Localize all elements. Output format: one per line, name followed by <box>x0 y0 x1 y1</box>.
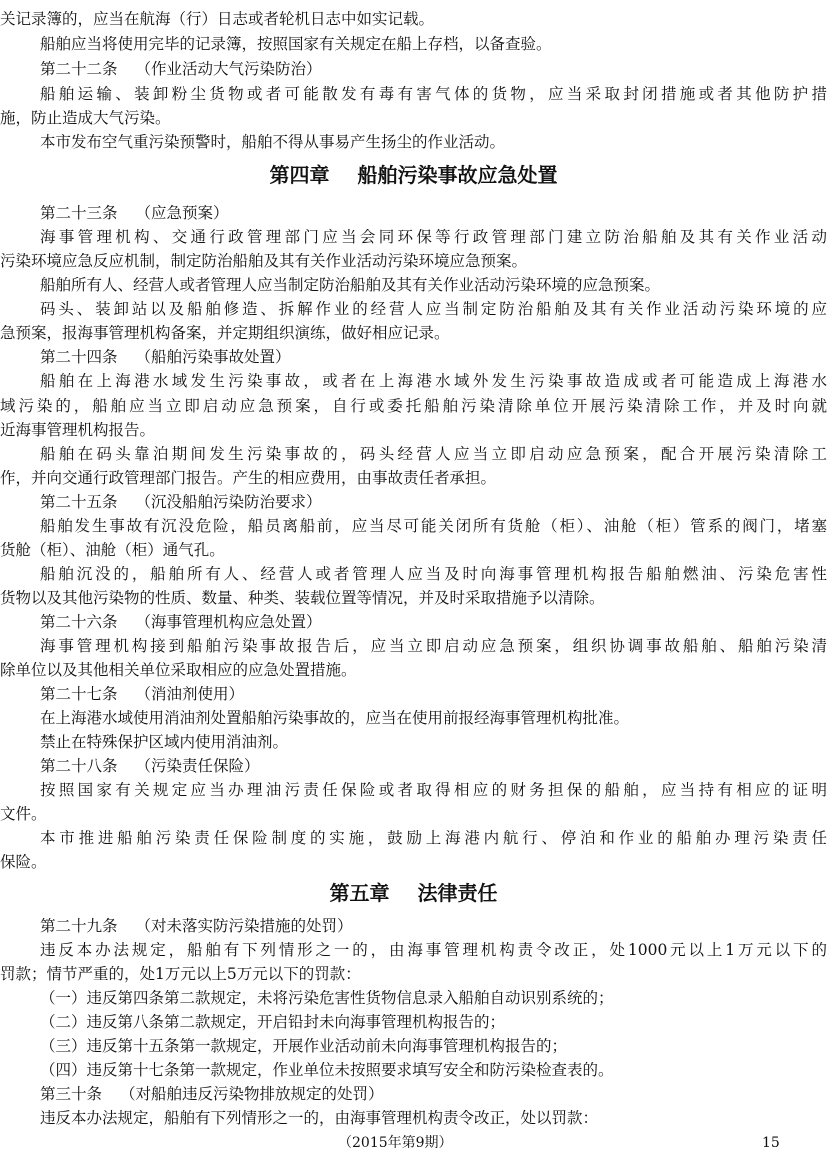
chapter-title: 法律责任 <box>417 881 498 905</box>
paragraph-line: 本市推进船舶污染责任保险制度的实施，鼓励上海港内航行、停泊和作业的船舶办理污染责任 <box>40 829 827 847</box>
paragraph-line: 船舶应当将使用完毕的记录簿，按照国家有关规定在船上存档，以备查验。 <box>40 35 552 53</box>
article-number: 第二十八条 <box>40 757 118 775</box>
article-heading <box>0 57 827 81</box>
article-heading <box>0 490 827 514</box>
paragraph-line: 本市发布空气重污染预警时，船舶不得从事易产生扬尘的作业活动。 <box>40 133 506 151</box>
article-title: （船舶污染事故处置） <box>135 348 291 366</box>
article-title: （海事管理机构应急处置） <box>135 613 322 631</box>
paragraph-line: 船舶沉没的，船舶所有人、经营人或者管理人应当及时向海事管理机构报告船舶燃油、污染危害性 <box>40 565 827 583</box>
paragraph-line: 文件。 <box>0 805 47 823</box>
chapter-title: 船舶污染事故应急处置 <box>357 163 558 187</box>
paragraph-line: 违反本办法规定，船舶有下列情形之一的，由海事管理机构责令改正，处1000元以上1万元以下的 <box>40 941 827 959</box>
article-number: 第二十五条 <box>40 493 118 511</box>
article-heading <box>0 610 827 634</box>
page-number: 15 <box>762 1135 780 1151</box>
article-number: 第二十九条 <box>40 917 118 935</box>
paragraph-line: 货舱（柜）、油舱（柜）通气孔。 <box>0 541 225 559</box>
paragraph-line: 污染环境应急反应机制，制定防治船舶及其有关作业活动污染环境应急预案。 <box>0 252 528 270</box>
article-number: 第二十三条 <box>40 204 118 222</box>
article-title: （对船舶违反污染物排放规定的处罚） <box>120 1085 384 1103</box>
list-item: （一）违反第四条第二款规定，未将污染危害性货物信息录入船舶自动识别系统的； <box>40 989 614 1007</box>
list-item: （四）违反第十七条第一款规定，作业单位未按照要求填写安全和防污染检查表的。 <box>40 1061 614 1079</box>
article-number: 第二十四条 <box>40 348 118 366</box>
article-title: （对未落实防污染措施的处罚） <box>135 917 353 935</box>
article-number: 第二十二条 <box>40 60 118 78</box>
paragraph-line: 作，并向交通行政管理部门报告。产生的相应费用，由事故责任者承担。 <box>0 469 497 487</box>
article-title: （作业活动大气污染防治） <box>135 60 322 78</box>
chapter-heading <box>0 878 827 908</box>
list-item: （二）违反第八条第二款规定，开启铅封未向海事管理机构报告的； <box>40 1013 506 1031</box>
article-title: （污染责任保险） <box>135 757 260 775</box>
article-number: 第三十条 <box>40 1085 103 1103</box>
chapter-heading <box>0 160 827 190</box>
paragraph-line: 关记录簿的，应当在航海（行）日志或者轮机日志中如实记载。 <box>0 10 435 28</box>
paragraph-line: 船舶在码头靠泊期间发生污染事故的，码头经营人应当立即启动应急预案，配合开展污染清除工 <box>40 445 827 463</box>
paragraph-line: 施，防止造成大气污染。 <box>0 109 171 127</box>
paragraph-line: 保险。 <box>0 853 47 871</box>
article-heading <box>0 201 827 225</box>
paragraph-line: 近海事管理机构报告。 <box>0 421 156 439</box>
paragraph-line: 船舶运输、装卸粉尘货物或者可能散发有毒有害气体的货物，应当采取封闭措施或者其他防护措 <box>40 85 827 103</box>
paragraph-line: 码头、装卸站以及船舶修造、拆解作业的经营人应当制定防治船舶及其有关作业活动污染环境的应 <box>40 300 827 318</box>
article-heading <box>0 345 827 369</box>
paragraph-line: 按照国家有关规定应当办理油污责任保险或者取得相应的财务担保的船舶，应当持有相应的证明 <box>40 781 827 799</box>
paragraph-line: 罚款；情节严重的，处1万元以上5万元以下的罚款： <box>0 965 361 983</box>
list-item: （三）违反第十五条第一款规定，开展作业活动前未向海事管理机构报告的； <box>40 1037 568 1055</box>
article-heading <box>0 1082 827 1106</box>
paragraph-line: 禁止在特殊保护区域内使用消油剂。 <box>40 733 289 751</box>
paragraph-line: 在上海港水域使用消油剂处置船舶污染事故的，应当在使用前报经海事管理机构批准。 <box>40 709 630 727</box>
article-heading <box>0 754 827 778</box>
paragraph-line: 海事管理机构接到船舶污染事故报告后，应当立即启动应急预案，组织协调事故船舶、船舶污染清 <box>40 637 827 655</box>
article-heading <box>0 682 827 706</box>
paragraph-line: 船舶发生事故有沉没危险，船员离船前，应当尽可能关闭所有货舱（柜）、油舱（柜）管系的阀门，堵塞 <box>40 517 827 535</box>
paragraph-line: 船舶在上海港水域发生污染事故，或者在上海港水域外发生污染事故造成或者可能造成上海港水 <box>40 372 827 390</box>
article-number: 第二十七条 <box>40 685 118 703</box>
article-heading <box>0 914 827 938</box>
paragraph-line: 域污染的，船舶应当立即启动应急预案，自行或委托船舶污染清除单位开展污染清除工作，并及时向就 <box>0 397 827 415</box>
chapter-number: 第四章 <box>269 163 330 187</box>
paragraph-line: 海事管理机构、交通行政管理部门应当会同环保等行政管理部门建立防治船舶及其有关作业活动 <box>40 228 827 246</box>
article-title: （消油剂使用） <box>135 685 245 703</box>
article-title: （沉没船舶污染防治要求） <box>135 493 322 511</box>
paragraph-line: 违反本办法规定，船舶有下列情形之一的，由海事管理机构责令改正，处以罚款： <box>40 1109 599 1127</box>
chapter-number: 第五章 <box>329 881 390 905</box>
paragraph-line: 货物以及其他污染物的性质、数量、种类、装载位置等情况，并及时采取措施予以清除。 <box>0 589 605 607</box>
article-number: 第二十六条 <box>40 613 118 631</box>
article-title: （应急预案） <box>135 204 229 222</box>
issue-label: （2015年第9期） <box>338 1135 453 1151</box>
paragraph-line: 船舶所有人、经营人或者管理人应当制定防治船舶及其有关作业活动污染环境的应急预案。 <box>40 276 661 294</box>
paragraph-line: 除单位以及其他相关单位采取相应的应急处置措施。 <box>0 661 357 679</box>
paragraph-line: 急预案，报海事管理机构备案，并定期组织演练，做好相应记录。 <box>0 324 450 342</box>
